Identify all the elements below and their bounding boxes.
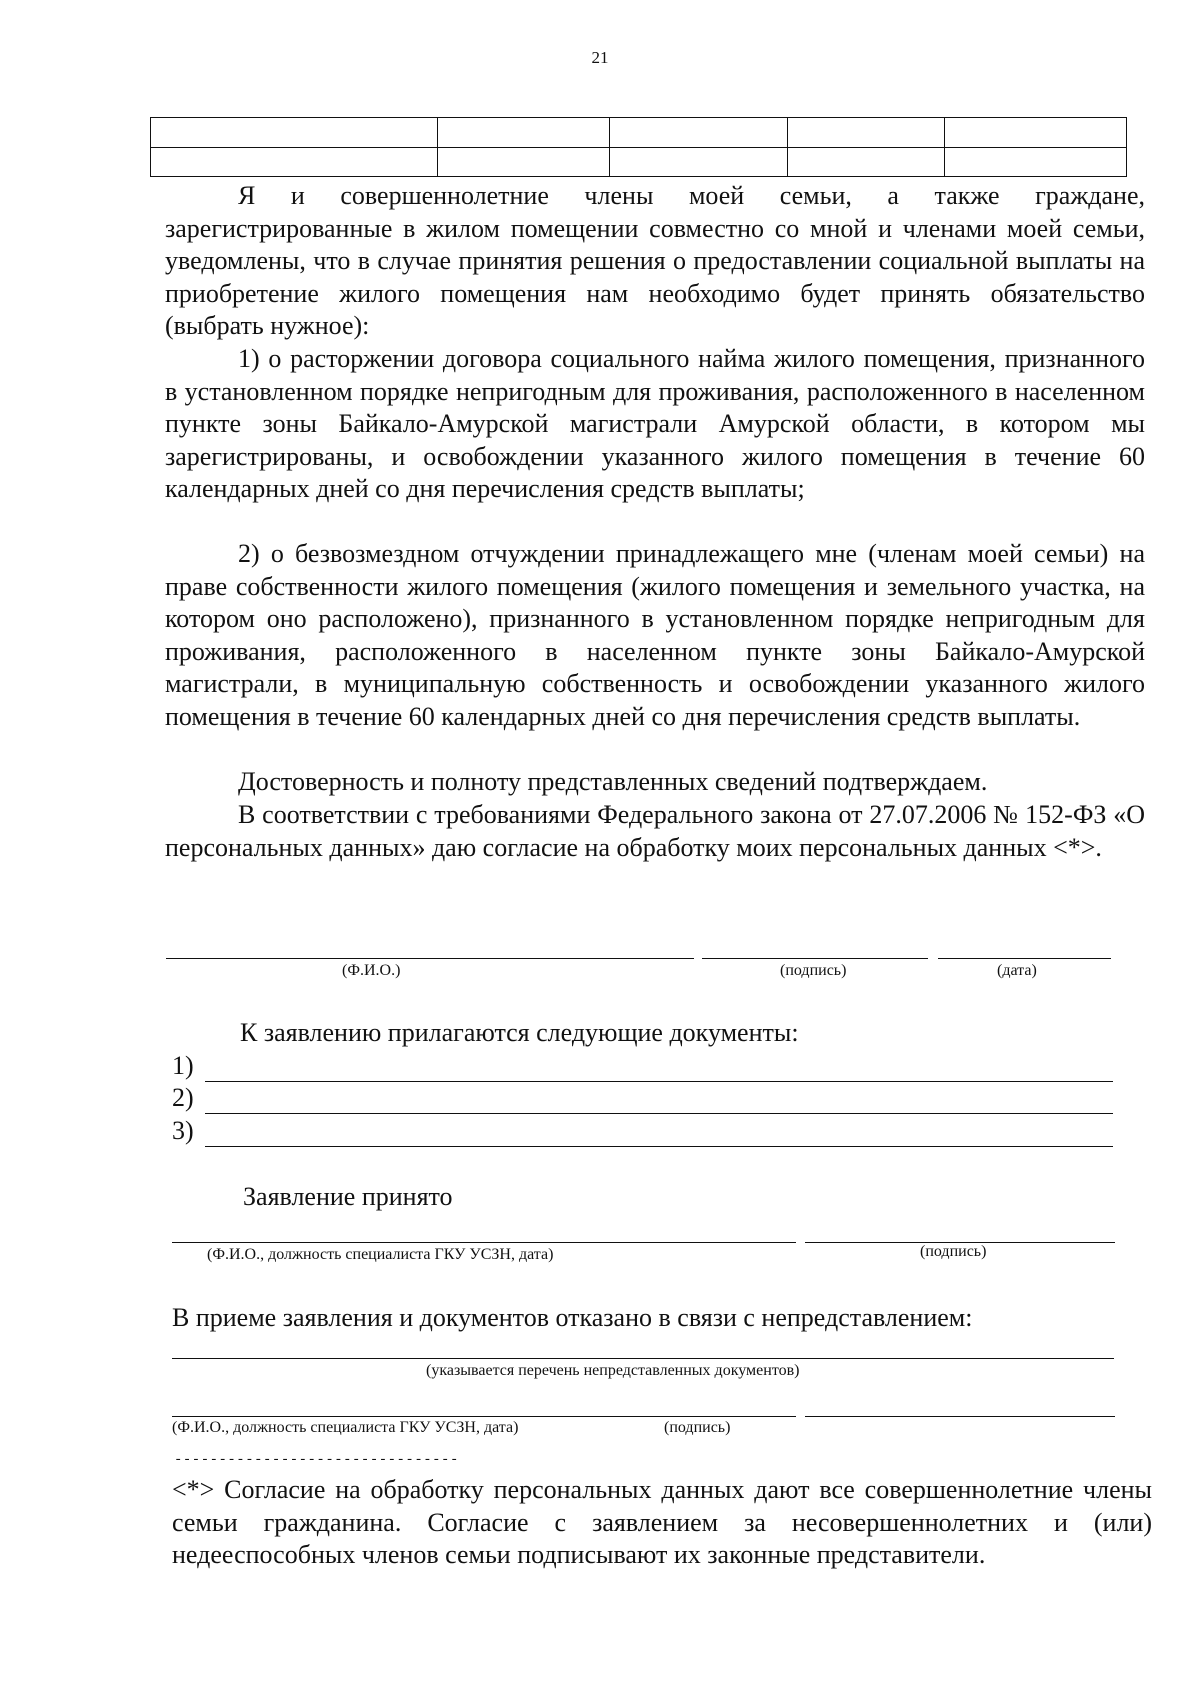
table-cell [438, 147, 610, 177]
table-cell [151, 118, 438, 148]
table-cell [788, 147, 945, 177]
refusal-heading: В приеме заявления и документов отказано в связи с непредставлением: [172, 1303, 973, 1332]
notice-paragraph: Я и совершеннолетние члены моей семьи, а также граждане, зарегистрированные в жилом помещении совместно со мной и членами моей семьи, уведомлены, что в случае принятия решения о предоставлении социальной выплаты на приобретение жилого помещения нам необходимо будет принять обязательство (выбрать нужное): [165, 181, 1145, 340]
option-1-paragraph: 1) о расторжении договора социального найма жилого помещения, признанного в установленном порядке непригодным для проживания, расположенного в населенном пункте зоны Байкало-Амурской магистрали Амурской области, в котором мы зарегистрированы, и освобождении указанного жилого помещения в течение 60 календарных дней со дня перечисления средств выплаты; [165, 344, 1145, 503]
signature-caption: (подпись) [780, 962, 847, 979]
table-row [151, 118, 1127, 148]
date-line [938, 958, 1111, 959]
confirm-paragraph: Достоверность и полноту представленных сведений подтверждаем. [238, 767, 988, 796]
attachments-heading: К заявлению прилагаются следующие документы: [240, 1018, 799, 1047]
refusal-signature-caption: (подпись) [664, 1419, 731, 1436]
page-number: 21 [591, 48, 609, 67]
refusal-specialist-line [172, 1416, 796, 1417]
attachment-number-3: 3) [172, 1116, 194, 1145]
refusal-specialist-caption: (Ф.И.О., должность специалиста ГКУ УСЗН, дата) [172, 1419, 519, 1436]
refusal-list-line [172, 1358, 1114, 1359]
table-cell [151, 147, 438, 177]
attachment-line-1 [205, 1081, 1113, 1082]
accepted-specialist-line [172, 1242, 796, 1243]
footnote: <*> Согласие на обработку персональных данных дают все совершеннолетние члены семьи гражданина. Согласие с заявлением за несовершеннолетних и (или) недееспособных членов семьи подписывают их законные представители. [172, 1475, 1152, 1569]
footnote-separator: -------------------------------- [174, 1452, 459, 1468]
option-2-paragraph: 2) о безвозмездном отчуждении принадлежащего мне (членам моей семьи) на праве собственности жилого помещения (жилого помещения и земельного участка, на котором оно расположено), признанного в установленном порядке непригодным для проживания, расположенного в населенном пункте зоны Байкало-Амурской магистрали, в муниципальную собственность и освобождении указанного жилого помещения в течение 60 календарных дней со дня перечисления средств выплаты. [165, 539, 1145, 731]
attachment-line-3 [205, 1146, 1113, 1147]
table-cell [438, 118, 610, 148]
fio-line [166, 958, 694, 959]
family-members-table [150, 117, 1127, 177]
table-cell [788, 118, 945, 148]
accepted-heading: Заявление принято [243, 1182, 453, 1211]
attachment-number-2: 2) [172, 1083, 194, 1112]
attachment-line-2 [205, 1113, 1113, 1114]
accepted-signature-caption: (подпись) [920, 1243, 987, 1260]
accepted-specialist-caption: (Ф.И.О., должность специалиста ГКУ УСЗН, дата) [207, 1246, 554, 1263]
table-row [151, 147, 1127, 177]
refusal-signature-line [805, 1416, 1115, 1417]
date-caption: (дата) [997, 962, 1037, 979]
table-cell [945, 147, 1127, 177]
signature-line [702, 958, 928, 959]
attachment-number-1: 1) [172, 1051, 194, 1080]
table-cell [610, 118, 788, 148]
fio-caption: (Ф.И.О.) [342, 962, 401, 979]
consent-paragraph: В соответствии с требованиями Федерального закона от 27.07.2006 № 152-ФЗ «О персональных данных» даю согласие на обработку моих персональных данных <*>. [165, 800, 1145, 862]
refusal-list-caption: (указывается перечень непредставленных документов) [426, 1362, 800, 1379]
table-cell [945, 118, 1127, 148]
table-cell [610, 147, 788, 177]
